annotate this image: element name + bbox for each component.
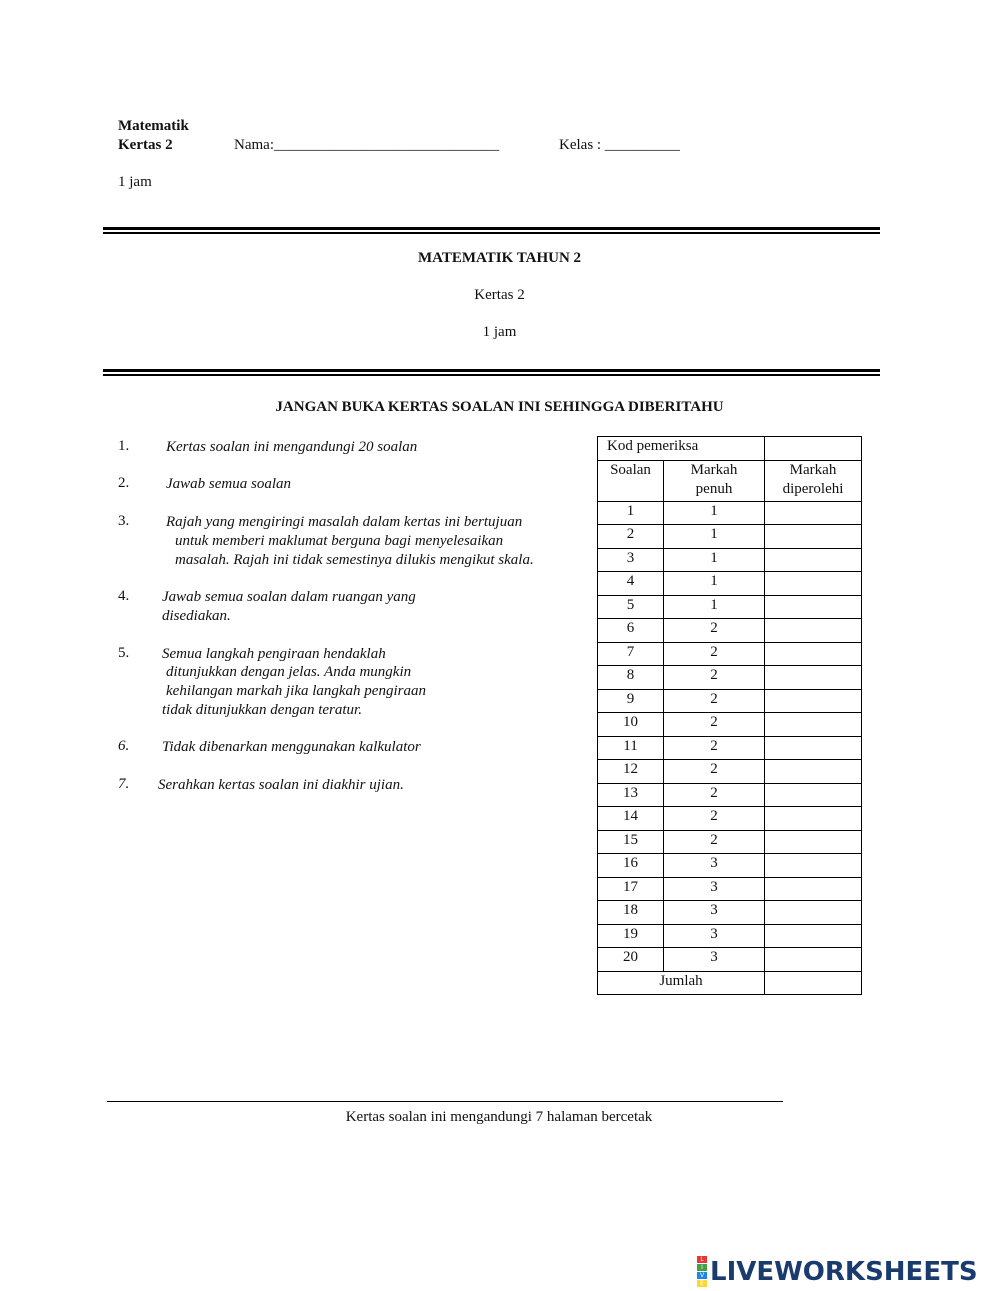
obtained-marks-cell[interactable] [765, 572, 862, 596]
instruction-text: Serahkan kertas soalan ini diakhir ujian. [158, 777, 404, 793]
question-number-cell: 18 [598, 901, 664, 925]
instruction-number: 6. [118, 738, 130, 754]
obtained-marks-cell[interactable] [765, 595, 862, 619]
logo-block: E [697, 1280, 707, 1287]
table-row [598, 595, 862, 619]
full-marks-cell: 3 [664, 924, 765, 948]
page-count-note: Kertas soalan ini mengandungi 7 halaman bercetak [345, 1109, 653, 1125]
logo-block: V [697, 1272, 707, 1279]
question-number-cell: 9 [598, 689, 664, 713]
table-row [598, 901, 862, 925]
class-field[interactable]: Kelas : __________ [559, 137, 680, 153]
question-number-cell: 11 [598, 736, 664, 760]
full-marks-cell: 3 [664, 877, 765, 901]
instruction-text: Jawab semua soalan [166, 476, 291, 492]
obtained-marks-cell[interactable] [765, 854, 862, 878]
question-number-cell: 5 [598, 595, 664, 619]
instruction-text: masalah. Rajah ini tidak semestinya dilukis mengikut skala. [175, 552, 534, 568]
table-row [598, 830, 862, 854]
instruction-number: 2. [118, 475, 130, 491]
instruction-text: untuk memberi maklumat berguna bagi menyelesaikan [175, 533, 504, 549]
question-number-cell: 19 [598, 924, 664, 948]
question-number-cell: 13 [598, 783, 664, 807]
question-number-cell: 17 [598, 877, 664, 901]
table-row [598, 713, 862, 737]
instruction-text: disediakan. [162, 608, 231, 624]
instruction-text: Semua langkah pengiraan hendaklah [162, 646, 386, 662]
instruction-text: tidak ditunjukkan dengan teratur. [162, 702, 362, 718]
obtained-marks-cell[interactable] [765, 736, 862, 760]
obtained-marks-cell[interactable] [765, 689, 862, 713]
obtained-marks-cell[interactable] [765, 783, 862, 807]
question-number-cell: 10 [598, 713, 664, 737]
obtained-marks-cell[interactable] [765, 619, 862, 643]
question-number-cell: 6 [598, 619, 664, 643]
obtained-marks-cell[interactable] [765, 666, 862, 690]
obtained-marks-cell[interactable] [765, 924, 862, 948]
logo-block: L [697, 1256, 707, 1263]
table-row [598, 666, 862, 690]
full-marks-cell: 3 [664, 948, 765, 972]
total-row [598, 971, 862, 995]
question-number-cell: 1 [598, 501, 664, 525]
question-number-cell: 12 [598, 760, 664, 784]
obtained-marks-cell[interactable] [765, 901, 862, 925]
table-row [598, 783, 862, 807]
obtained-marks-cell[interactable] [765, 877, 862, 901]
marks-table [597, 436, 862, 995]
table-row [598, 572, 862, 596]
instruction-text: ditunjukkan dengan jelas. Anda mungkin [166, 664, 412, 680]
table-row [598, 760, 862, 784]
full-marks-cell: 2 [664, 760, 765, 784]
obtained-marks-cell[interactable] [765, 501, 862, 525]
total-cell[interactable] [765, 971, 862, 995]
examiner-code-cell[interactable] [765, 437, 862, 461]
full-marks-cell: 2 [664, 619, 765, 643]
instruction-number: 3. [118, 513, 130, 529]
obtained-marks-cell[interactable] [765, 642, 862, 666]
instruction-text: kehilangan markah jika langkah pengiraan [166, 683, 426, 699]
paper-label: Kertas 2 [118, 137, 173, 153]
instruction-text: Tidak dibenarkan menggunakan kalkulator [162, 739, 421, 755]
full-marks-cell: 1 [664, 595, 765, 619]
table-row [598, 854, 862, 878]
warning-heading: JANGAN BUKA KERTAS SOALAN INI SEHINGGA DIBERITAHU [275, 399, 724, 415]
question-number-cell: 14 [598, 807, 664, 831]
full-marks-cell: 2 [664, 642, 765, 666]
obtained-marks-cell[interactable] [765, 713, 862, 737]
full-marks-cell: 2 [664, 807, 765, 831]
instruction-text: Rajah yang mengiringi masalah dalam kertas ini bertujuan [166, 514, 523, 530]
question-number-cell: 15 [598, 830, 664, 854]
table-row [598, 807, 862, 831]
exam-duration: 1 jam [482, 324, 517, 340]
total-label: Jumlah [598, 971, 765, 995]
instruction-number: 7. [118, 776, 130, 792]
full-marks-cell: 2 [664, 689, 765, 713]
duration-label: 1 jam [118, 174, 152, 190]
examiner-code-label: Kod pemeriksa [598, 437, 765, 461]
logo-block: I [697, 1264, 707, 1271]
full-marks-cell: 2 [664, 713, 765, 737]
exam-title: MATEMATIK TAHUN 2 [417, 250, 582, 266]
table-header-row [598, 437, 862, 461]
question-number-cell: 7 [598, 642, 664, 666]
full-marks-cell: 2 [664, 783, 765, 807]
header-text: Soalan [610, 461, 651, 478]
column-header-full-marks [664, 460, 765, 501]
full-marks-cell: 1 [664, 572, 765, 596]
full-marks-cell: 2 [664, 830, 765, 854]
header-text: diperolehi [782, 480, 844, 497]
full-marks-cell: 1 [664, 501, 765, 525]
logo-blocks [697, 1256, 707, 1287]
instruction-number: 5. [118, 645, 130, 661]
obtained-marks-cell[interactable] [765, 830, 862, 854]
exam-paper: Kertas 2 [474, 287, 525, 303]
header-text: Markah [690, 461, 738, 478]
full-marks-cell: 2 [664, 666, 765, 690]
column-header-obtained-marks [765, 460, 862, 501]
logo-text: LIVEWORKSHEETS [710, 1256, 978, 1287]
table-row [598, 548, 862, 572]
obtained-marks-cell[interactable] [765, 760, 862, 784]
full-marks-cell: 2 [664, 736, 765, 760]
instruction-number: 1. [118, 438, 130, 454]
table-row [598, 924, 862, 948]
table-row [598, 642, 862, 666]
table-row [598, 501, 862, 525]
obtained-marks-cell[interactable] [765, 525, 862, 549]
double-rule-bottom [103, 369, 880, 376]
double-rule-top [103, 227, 880, 234]
question-number-cell: 4 [598, 572, 664, 596]
instruction-text: Jawab semua soalan dalam ruangan yang [162, 589, 416, 605]
question-number-cell: 2 [598, 525, 664, 549]
full-marks-cell: 3 [664, 854, 765, 878]
table-row [598, 689, 862, 713]
full-marks-cell: 1 [664, 525, 765, 549]
liveworksheets-logo [697, 1256, 978, 1287]
obtained-marks-cell[interactable] [765, 807, 862, 831]
table-row [598, 877, 862, 901]
table-header-row [598, 460, 862, 501]
instruction-number: 4. [118, 588, 130, 604]
table-row [598, 736, 862, 760]
question-number-cell: 16 [598, 854, 664, 878]
table-row [598, 525, 862, 549]
full-marks-cell: 1 [664, 548, 765, 572]
obtained-marks-cell[interactable] [765, 948, 862, 972]
instruction-text: Kertas soalan ini mengandungi 20 soalan [166, 439, 418, 455]
table-row [598, 948, 862, 972]
question-number-cell: 20 [598, 948, 664, 972]
question-number-cell: 3 [598, 548, 664, 572]
question-number-cell: 8 [598, 666, 664, 690]
full-marks-cell: 3 [664, 901, 765, 925]
table-row [598, 619, 862, 643]
subject-label: Matematik [118, 118, 189, 134]
header-text: penuh [695, 480, 733, 497]
obtained-marks-cell[interactable] [765, 548, 862, 572]
name-field[interactable]: Nama:______________________________ [234, 137, 499, 153]
footer-rule [107, 1101, 783, 1102]
column-header-question [598, 460, 664, 501]
header-text: Markah [789, 461, 837, 478]
